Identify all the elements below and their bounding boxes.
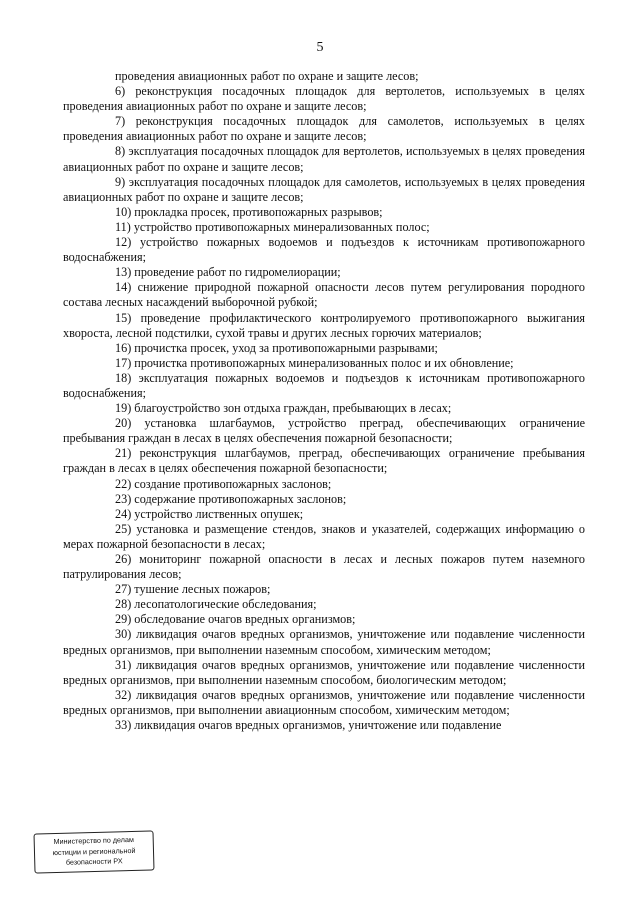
list-item: 30) ликвидация очагов вредных организмов, уничтожение или подавление численности вредных организмов, при выполнении наземным способом, химическим методом; xyxy=(63,627,585,657)
list-item: 21) реконструкция шлагбаумов, преград, обеспечивающих ограничение пребывания граждан в лесах в целях обеспечения пожарной безопасности; xyxy=(63,446,585,476)
ministry-stamp xyxy=(33,830,154,873)
stamp-line: Министерство по делам xyxy=(53,834,134,847)
list-item: 19) благоустройство зон отдыха граждан, пребывающих в лесах; xyxy=(115,401,452,416)
list-item: 27) тушение лесных пожаров; xyxy=(115,582,271,597)
list-item: 9) эксплуатация посадочных площадок для самолетов, используемых в целях проведения авиационных работ по охране и защите лесов; xyxy=(63,174,585,204)
list-item: 8) эксплуатация посадочных площадок для вертолетов, используемых в целях проведения авиационных работ по охране и защите лесов; xyxy=(63,144,585,174)
stamp-line: юстиции и региональной xyxy=(52,845,136,857)
list-item: 29) обследование очагов вредных организмов; xyxy=(115,612,356,627)
list-item: 15) проведение профилактического контролируемого противопожарного выжигания хвороста, лесной подстилки, сухой травы и других лесных горючих материалов; xyxy=(63,310,585,340)
list-item: 25) установка и размещение стендов, знаков и указателей, содержащих информацию о мерах пожарной безопасности в лесах; xyxy=(63,521,585,551)
list-item: 6) реконструкция посадочных площадок для вертолетов, используемых в целях проведения авиационных работ по охране и защите лесов; xyxy=(63,84,585,114)
list-item: 33) ликвидация очагов вредных организмов, уничтожение или подавление xyxy=(115,718,502,733)
list-item: 31) ликвидация очагов вредных организмов, уничтожение или подавление численности вредных организмов, при выполнении наземным способом, биологическим методом; xyxy=(63,657,585,687)
list-item: 26) мониторинг пожарной опасности в лесах и лесных пожаров путем наземного патрулирования лесов; xyxy=(63,552,585,582)
list-item: 12) устройство пожарных водоемов и подъездов к источникам противопожарного водоснабжения; xyxy=(63,235,585,265)
list-item: 32) ликвидация очагов вредных организмов, уничтожение или подавление численности вредных организмов, при выполнении авиационным способом, химическим методом; xyxy=(63,687,585,717)
list-item: 13) проведение работ по гидромелиорации; xyxy=(115,265,341,280)
stamp-line: безопасности РХ xyxy=(65,856,123,867)
list-item: 20) установка шлагбаумов, устройство преград, обеспечивающих ограничение пребывания граждан в лесах в целях обеспечения пожарной безопасности; xyxy=(63,416,585,446)
list-item: 28) лесопатологические обследования; xyxy=(115,597,317,612)
list-item: 10) прокладка просек, противопожарных разрывов; xyxy=(115,204,383,219)
list-item: 18) эксплуатация пожарных водоемов и подъездов к источникам противопожарного водоснабжения; xyxy=(63,370,585,400)
paragraph: проведения авиационных работ по охране и защите лесов; xyxy=(115,69,419,83)
list-item: 16) прочистка просек, уход за противопожарными разрывами; xyxy=(115,340,438,355)
list-item: 22) создание противопожарных заслонов; xyxy=(115,476,332,491)
list-item: 24) устройство лиственных опушек; xyxy=(115,506,304,521)
list-item: 23) содержание противопожарных заслонов; xyxy=(115,491,347,506)
list-item: 11) устройство противопожарных минерализованных полос; xyxy=(115,219,430,234)
list-item: 14) снижение природной пожарной опасности лесов путем регулирования породного состава лесных насаждений выборочной рубкой; xyxy=(63,280,585,310)
page-number: 5 xyxy=(316,40,324,55)
document-body xyxy=(63,69,585,733)
list-item: 7) реконструкция посадочных площадок для самолетов, используемых в целях проведения авиационных работ по охране и защите лесов; xyxy=(63,114,585,144)
list-item: 17) прочистка противопожарных минерализованных полос и их обновление; xyxy=(115,355,514,370)
